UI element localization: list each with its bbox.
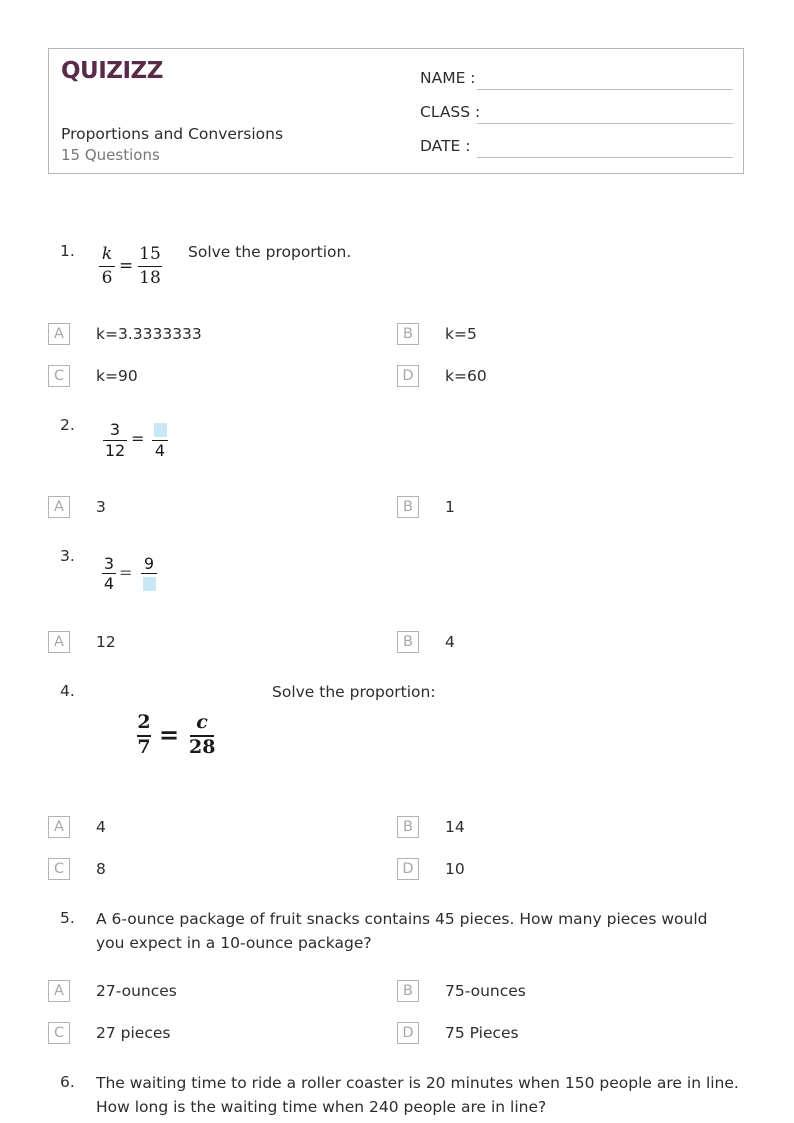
- math-fraction: [137, 244, 163, 290]
- date-label: DATE :: [420, 137, 471, 155]
- option-a-text: k=3.3333333: [96, 325, 202, 343]
- option-a-box[interactable]: A: [48, 631, 70, 653]
- fraction-numerator: 15: [139, 244, 161, 264]
- question-text: Solve the proportion.: [188, 243, 352, 261]
- option-a-box[interactable]: A: [48, 980, 70, 1002]
- math-fraction: [100, 554, 118, 596]
- equals-sign: =: [159, 720, 180, 749]
- option-b-text: 1: [445, 498, 455, 516]
- option-b-text: k=5: [445, 325, 477, 343]
- option-b-box[interactable]: B: [397, 496, 419, 518]
- class-label: CLASS :: [420, 103, 481, 121]
- option-d-text: 10: [445, 860, 465, 878]
- equals-sign: =: [131, 429, 145, 448]
- option-d-text: k=60: [445, 367, 487, 385]
- option-b-box[interactable]: B: [397, 323, 419, 345]
- name-line[interactable]: [477, 89, 733, 90]
- answer-blank: [143, 577, 156, 591]
- question-count: 15 Questions: [61, 146, 160, 164]
- fraction-denominator: 4: [103, 574, 115, 593]
- option-c-text: 8: [96, 860, 106, 878]
- equals-sign: =: [119, 563, 133, 582]
- fraction-denominator: 18: [139, 268, 161, 288]
- fraction-denominator: 6: [101, 268, 113, 288]
- option-d-box[interactable]: D: [397, 1022, 419, 1044]
- quizizz-logo: QUIZIZZ: [61, 58, 163, 84]
- question-number: 1.: [60, 242, 75, 260]
- question-number: 6.: [60, 1073, 75, 1091]
- question-text: The waiting time to ride a roller coaster is 20 minutes when 150 people are in line. How long is the waiting time when 240 people are in line?: [96, 1074, 739, 1116]
- fraction-numerator: 9: [143, 554, 155, 573]
- question-text: A 6-ounce package of fruit snacks contains 45 pieces. How many pieces would you expect in a 10-ounce package?: [96, 910, 708, 952]
- option-b-box[interactable]: B: [397, 816, 419, 838]
- question-number: 3.: [60, 547, 75, 565]
- option-a-text: 4: [96, 818, 106, 836]
- option-d-box[interactable]: D: [397, 365, 419, 387]
- option-b-box[interactable]: B: [397, 980, 419, 1002]
- class-line[interactable]: [477, 123, 733, 124]
- option-a-text: 3: [96, 498, 106, 516]
- option-a-box[interactable]: A: [48, 323, 70, 345]
- worksheet-header: [48, 48, 744, 174]
- option-c-box[interactable]: C: [48, 858, 70, 880]
- fraction-numerator: 2: [137, 711, 151, 733]
- option-d-box[interactable]: D: [397, 858, 419, 880]
- fraction-numerator: 3: [103, 554, 115, 573]
- option-c-text: k=90: [96, 367, 138, 385]
- option-b-text: 75-ounces: [445, 982, 526, 1000]
- fraction-bar: [99, 266, 115, 267]
- option-b-text: 14: [445, 818, 465, 836]
- question-number: 2.: [60, 416, 75, 434]
- option-a-box[interactable]: A: [48, 816, 70, 838]
- math-fraction: [150, 420, 170, 462]
- fraction-numerator: c: [196, 711, 208, 733]
- option-c-box[interactable]: C: [48, 365, 70, 387]
- name-label: NAME :: [420, 69, 476, 87]
- option-b-box[interactable]: B: [397, 631, 419, 653]
- fraction-bar: [138, 266, 162, 267]
- option-c-text: 27 pieces: [96, 1024, 171, 1042]
- worksheet-title: Proportions and Conversions: [61, 125, 284, 143]
- math-fraction: [139, 554, 159, 596]
- fraction-denominator: 12: [104, 441, 126, 460]
- math-fraction: [101, 420, 129, 462]
- option-c-box[interactable]: C: [48, 1022, 70, 1044]
- option-b-text: 4: [445, 633, 455, 651]
- fraction-numerator: k: [101, 244, 113, 264]
- option-a-text: 27-ounces: [96, 982, 177, 1000]
- option-a-box[interactable]: A: [48, 496, 70, 518]
- math-fraction: [98, 244, 116, 290]
- equals-sign: =: [119, 256, 134, 276]
- fraction-bar: [141, 573, 157, 574]
- option-d-text: 75 Pieces: [445, 1024, 519, 1042]
- fraction-denominator: 7: [137, 736, 151, 758]
- option-a-text: 12: [96, 633, 116, 651]
- question-number: 4.: [60, 682, 75, 700]
- fraction-numerator: 3: [109, 420, 121, 439]
- question-text: Solve the proportion:: [272, 683, 436, 701]
- fraction-denominator: 28: [189, 736, 216, 758]
- date-line[interactable]: [477, 157, 733, 158]
- answer-blank: [154, 423, 167, 437]
- fraction-denominator: 4: [154, 441, 166, 460]
- math-fraction: [136, 711, 152, 759]
- question-number: 5.: [60, 909, 75, 927]
- math-fraction: [189, 711, 215, 759]
